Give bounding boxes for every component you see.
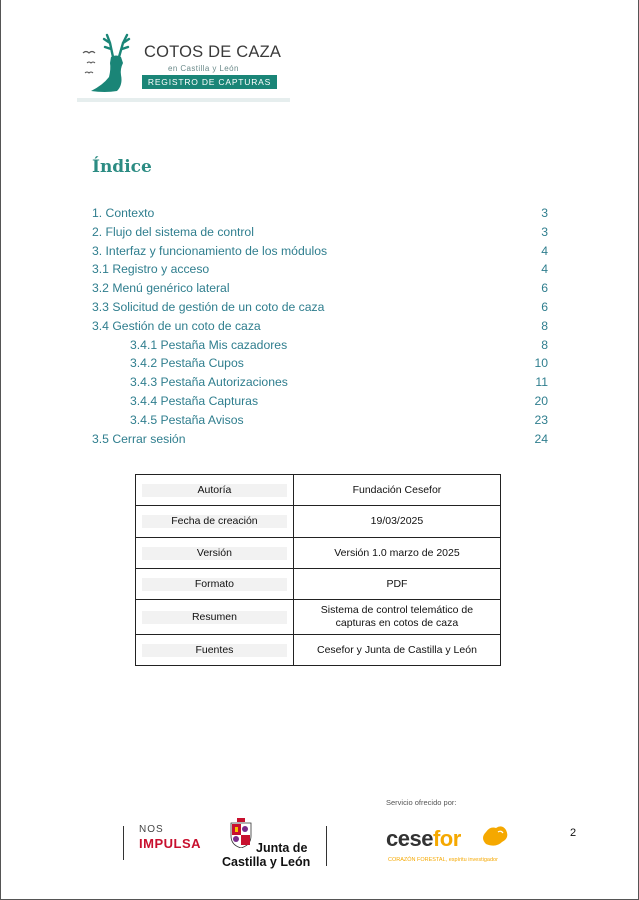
logo-subtitle: en Castilla y León xyxy=(168,64,239,73)
toc-entry-label: 3.4.3 Pestaña Autorizaciones xyxy=(130,375,288,390)
toc-entry-page: 4 xyxy=(541,243,548,258)
toc-entry-page: 3 xyxy=(541,224,548,239)
toc-entry-label: 3.2 Menú genérico lateral xyxy=(92,281,230,296)
toc-entry-label: 1. Contexto xyxy=(92,206,155,220)
metadata-value: PDF xyxy=(293,569,500,600)
toc-entry-label: 3. Interfaz y funcionamiento de los módulos xyxy=(92,243,328,258)
metadata-key: Fecha de creación xyxy=(136,506,294,538)
toc-entry-label: 3.5 Cerrar sesión xyxy=(92,431,186,446)
toc-subentry[interactable] xyxy=(92,373,548,392)
index-title: Índice xyxy=(92,157,152,177)
deer-icon xyxy=(77,29,141,95)
toc-entry[interactable] xyxy=(92,223,548,242)
toc-entry[interactable] xyxy=(92,204,548,223)
toc-entry-page: 4 xyxy=(541,262,548,277)
page-number: 2 xyxy=(570,827,577,839)
footer-divider xyxy=(123,826,124,860)
metadata-key: Autoría xyxy=(136,475,294,506)
toc-entry-page: 8 xyxy=(541,337,548,352)
toc-entry[interactable] xyxy=(92,430,548,449)
toc-entry[interactable] xyxy=(92,298,548,317)
toc-entry-label: 2. Flujo del sistema de control xyxy=(92,224,254,239)
toc-entry-page: 10 xyxy=(534,356,548,371)
served-by-label: Servicio ofrecido por: xyxy=(386,798,457,807)
cesefor-leaf-icon xyxy=(480,824,508,848)
metadata-value: Fundación Cesefor xyxy=(293,475,500,506)
junta-logo-line1: Junta de xyxy=(256,841,308,855)
toc-entry-page: 6 xyxy=(541,281,548,296)
table-row xyxy=(136,569,501,600)
logo-title: COTOS DE CAZA xyxy=(144,43,282,61)
toc-entry-page: 6 xyxy=(541,299,548,314)
toc-entry-label: 3.4.2 Pestaña Cupos xyxy=(130,356,244,371)
toc-entry-label: 3.3 Solicitud de gestión de un coto de caza xyxy=(92,299,325,314)
toc-entry-page: 23 xyxy=(534,412,548,427)
toc-entry[interactable] xyxy=(92,242,548,261)
junta-logo-line2: Castilla y León xyxy=(222,855,311,869)
toc-entry[interactable] xyxy=(92,317,548,336)
metadata-key: Versión xyxy=(136,538,294,569)
metadata-key: Formato xyxy=(136,569,294,600)
toc-entry[interactable] xyxy=(92,279,548,298)
toc-entry-page: 11 xyxy=(535,375,548,390)
cesefor-tagline: CORAZÓN FORESTAL, espíritu investigador xyxy=(388,857,498,863)
toc-entry-label: 3.4.4 Pestaña Capturas xyxy=(130,393,259,408)
metadata-value: 19/03/2025 xyxy=(293,506,500,538)
toc-entry-label: 3.4.1 Pestaña Mis cazadores xyxy=(130,337,288,352)
metadata-value: Cesefor y Junta de Castilla y León xyxy=(293,635,500,666)
toc-entry-label: 3.4 Gestión de un coto de caza xyxy=(92,318,261,333)
toc-subentry[interactable] xyxy=(92,411,548,430)
metadata-key: Fuentes xyxy=(136,635,294,666)
table-row xyxy=(136,538,501,569)
nos-impulsa-logo: IMPULSA xyxy=(139,836,201,851)
metadata-value: Versión 1.0 marzo de 2025 xyxy=(293,538,500,569)
nos-impulsa-logo-top: NOS xyxy=(139,824,164,835)
toc-entry-label: 3.1 Registro y acceso xyxy=(92,262,210,277)
toc-entry-page: 3 xyxy=(541,206,548,220)
metadata-value: Sistema de control telemático de capturas en cotos de caza xyxy=(293,600,500,635)
metadata-key: Resumen xyxy=(136,600,294,635)
document-metadata-table xyxy=(135,474,501,666)
toc-entry-page: 8 xyxy=(541,318,548,333)
cotos-de-caza-logo xyxy=(77,29,290,102)
table-row xyxy=(136,600,501,635)
junta-shield-icon xyxy=(229,818,253,848)
toc-entry-page: 20 xyxy=(534,393,548,408)
toc-entry-label: 3.4.5 Pestaña Avisos xyxy=(130,412,244,427)
cesefor-logo: cesefor xyxy=(386,826,461,851)
table-row xyxy=(136,475,501,506)
table-row xyxy=(136,506,501,538)
logo-banner: REGISTRO DE CAPTURAS xyxy=(142,75,277,89)
toc-entry-page: 24 xyxy=(534,431,548,446)
toc-subentry[interactable] xyxy=(92,354,548,373)
footer-divider xyxy=(326,826,327,866)
logo-underline xyxy=(77,98,290,102)
toc-entry[interactable] xyxy=(92,260,548,279)
page-border-left xyxy=(0,0,1,900)
table-of-contents xyxy=(92,204,548,448)
toc-subentry[interactable] xyxy=(92,336,548,355)
table-row xyxy=(136,635,501,666)
toc-subentry[interactable] xyxy=(92,392,548,411)
